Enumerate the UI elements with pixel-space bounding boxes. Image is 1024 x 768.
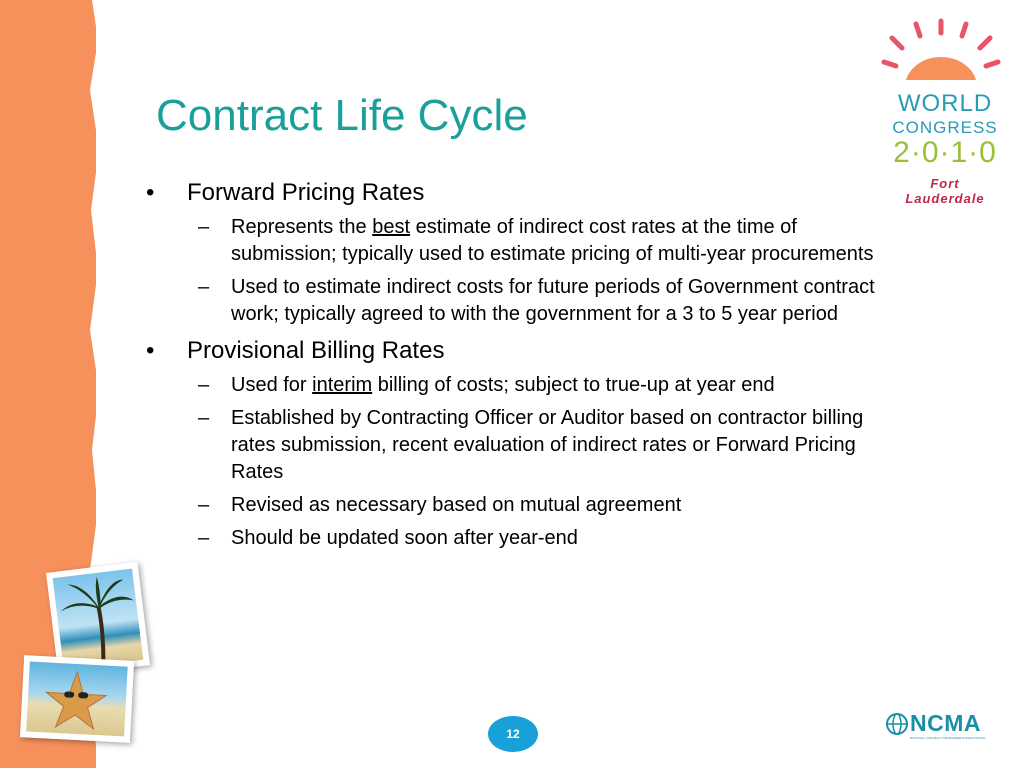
logo-congress-text: CONGRESS <box>892 118 998 137</box>
bullet-label: Provisional Billing Rates <box>187 337 445 364</box>
bullet-icon: • <box>146 179 155 206</box>
sub-bullet-text-end: estimate of indirect cost rates at the time of submission; typically used to estimate pricing of multi-year procurements <box>231 216 874 265</box>
sub-bullet <box>140 405 900 486</box>
logo-year-text: 2·0·1·0 <box>893 136 997 169</box>
bullet-icon: • <box>146 337 155 364</box>
logo-city-text: Fort Lauderdale <box>905 176 985 206</box>
sub-bullet <box>140 274 900 328</box>
dash-icon: – <box>198 276 210 298</box>
palm-tree-icon <box>53 568 144 669</box>
world-congress-logo <box>876 18 1006 206</box>
sub-bullet <box>140 372 900 399</box>
starfish-beach-photo <box>20 655 134 743</box>
page-number-badge: 12 <box>488 716 538 752</box>
sub-bullet-text-end: billing of costs; subject to true-up at year end <box>372 374 775 396</box>
underlined-term: best <box>372 216 411 238</box>
bullet-provisional-billing-rates <box>140 334 900 368</box>
ncma-logo-subtitle: NATIONAL CONTRACT MANAGEMENT ASSOCIATION <box>910 736 986 740</box>
globe-icon <box>886 712 908 736</box>
bullet-label: Forward Pricing Rates <box>187 179 425 206</box>
ncma-logo <box>886 710 1002 740</box>
slide-body <box>140 176 900 558</box>
sub-bullet-text: Established by Contracting Officer or Auditor based on contractor billing rates submission, recent evaluation of indirect rates or Forward Pricing Rates <box>231 407 864 483</box>
sun-icon <box>876 18 1006 90</box>
sub-bullet-text: Represents the <box>231 216 373 238</box>
logo-world-text: WORLD <box>897 90 993 117</box>
ncma-logo-text: NCMA <box>910 710 981 736</box>
underlined-term: interim <box>312 374 373 396</box>
dash-icon: – <box>198 407 210 429</box>
dash-icon: – <box>198 374 210 396</box>
sub-bullet <box>140 214 900 268</box>
sub-bullet-text: Should be updated soon after year-end <box>231 527 578 549</box>
sub-bullet-text: Used for <box>231 374 313 396</box>
slide-title: Contract Life Cycle <box>156 91 528 140</box>
dash-icon: – <box>198 494 210 516</box>
sub-bullet-text: Used to estimate indirect costs for future periods of Government contract work; typically agreed to with the government for a 3 to 5 year period <box>231 276 875 325</box>
dash-icon: – <box>198 527 210 549</box>
bullet-forward-pricing-rates <box>140 176 900 210</box>
sub-bullet <box>140 492 900 519</box>
sub-bullet <box>140 525 900 552</box>
dash-icon: – <box>198 216 210 238</box>
starfish-icon <box>26 661 128 736</box>
sub-bullet-text: Revised as necessary based on mutual agreement <box>231 494 682 516</box>
